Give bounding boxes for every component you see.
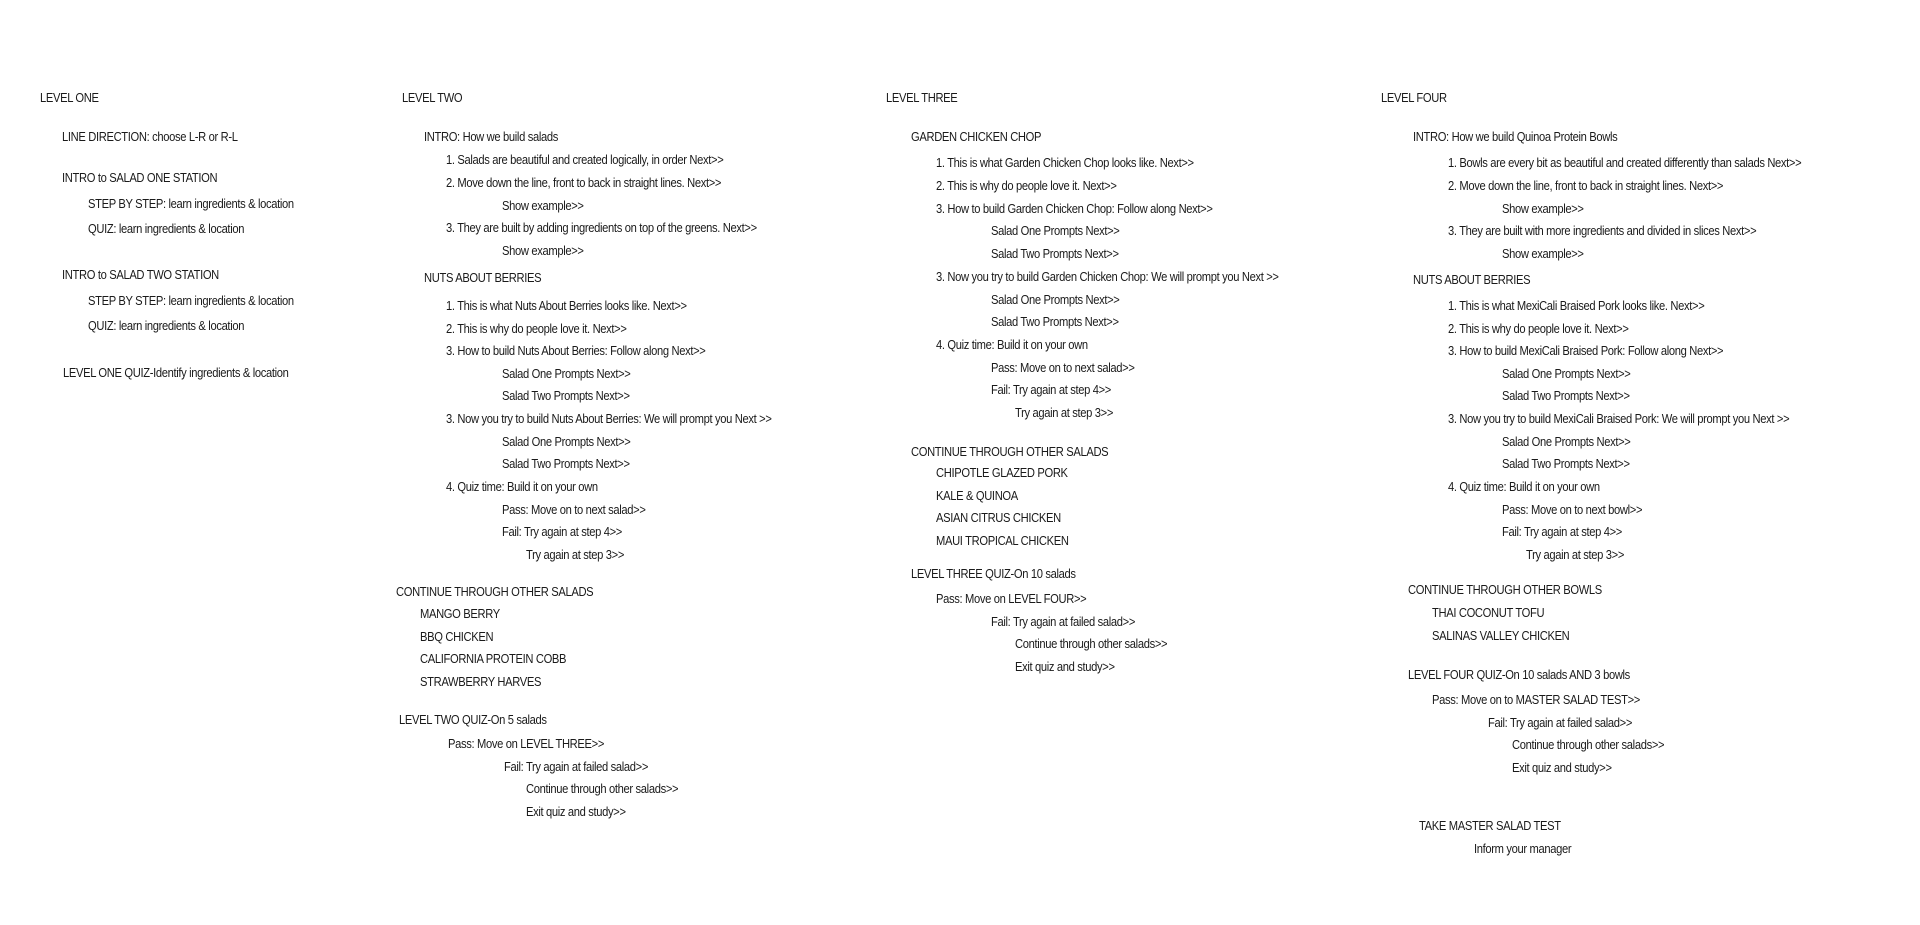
outline-line: 4. Quiz time: Build it on your own	[936, 337, 1088, 352]
outline-line: Salad Two Prompts Next>>	[502, 388, 630, 403]
outline-line: 4. Quiz time: Build it on your own	[1448, 479, 1600, 494]
outline-line: Show example>>	[502, 243, 584, 258]
outline-line: INTRO to SALAD TWO STATION	[62, 267, 219, 282]
outline-line: Inform your manager	[1474, 841, 1572, 856]
outline-line: LEVEL FOUR QUIZ-On 10 salads AND 3 bowls	[1408, 667, 1630, 682]
outline-line: Show example>>	[1502, 246, 1584, 261]
outline-line: LINE DIRECTION: choose L-R or R-L	[62, 129, 238, 144]
outline-line: Salad Two Prompts Next>>	[502, 456, 630, 471]
outline-line: 2. This is why do people love it. Next>>	[936, 178, 1117, 193]
outline-line: 4. Quiz time: Build it on your own	[446, 479, 598, 494]
outline-line: 1. This is what MexiCali Braised Pork looks like. Next>>	[1448, 298, 1705, 313]
outline-line: BBQ CHICKEN	[420, 629, 494, 644]
outline-line: CALIFORNIA PROTEIN COBB	[420, 651, 567, 666]
outline-line: Pass: Move on LEVEL FOUR>>	[936, 591, 1087, 606]
outline-line: STEP BY STEP: learn ingredients & location	[88, 293, 294, 308]
outline-line: 2. Move down the line, front to back in straight lines. Next>>	[1448, 178, 1724, 193]
outline-line: QUIZ: learn ingredients & location	[88, 221, 245, 236]
outline-line: Continue through other salads>>	[1015, 636, 1168, 651]
outline-line: 2. This is why do people love it. Next>>	[446, 321, 627, 336]
outline-line: INTRO: How we build Quinoa Protein Bowls	[1413, 129, 1618, 144]
outline-line: Fail: Try again at step 4>>	[991, 382, 1111, 397]
outline-line: Pass: Move on to MASTER SALAD TEST>>	[1432, 692, 1640, 707]
outline-line: Salad Two Prompts Next>>	[1502, 388, 1630, 403]
outline-line: THAI COCONUT TOFU	[1432, 605, 1545, 620]
outline-line: Try again at step 3>>	[526, 547, 625, 562]
outline-line: 1. Bowls are every bit as beautiful and created differently than salads Next>>	[1448, 155, 1802, 170]
level-title: LEVEL ONE	[40, 90, 99, 105]
outline-line: Pass: Move on to next bowl>>	[1502, 502, 1643, 517]
outline-line: Salad Two Prompts Next>>	[991, 314, 1119, 329]
outline-line: MANGO BERRY	[420, 606, 500, 621]
outline-line: Continue through other salads>>	[526, 781, 679, 796]
level-title: LEVEL TWO	[402, 90, 463, 105]
outline-line: Salad One Prompts Next>>	[502, 434, 631, 449]
outline-line: INTRO to SALAD ONE STATION	[62, 170, 218, 185]
outline-line: LEVEL THREE QUIZ-On 10 salads	[911, 566, 1076, 581]
outline-line: MAUI TROPICAL CHICKEN	[936, 533, 1069, 548]
outline-line: 1. This is what Garden Chicken Chop looks like. Next>>	[936, 155, 1194, 170]
outline-line: SALINAS VALLEY CHICKEN	[1432, 628, 1570, 643]
outline-line: Show example>>	[1502, 201, 1584, 216]
outline-line: Try again at step 3>>	[1526, 547, 1625, 562]
level-title: LEVEL FOUR	[1381, 90, 1447, 105]
outline-line: 2. Move down the line, front to back in straight lines. Next>>	[446, 175, 722, 190]
outline-line: CHIPOTLE GLAZED PORK	[936, 465, 1068, 480]
outline-line: ASIAN CITRUS CHICKEN	[936, 510, 1061, 525]
outline-line: 3. They are built by adding ingredients on top of the greens. Next>>	[446, 220, 757, 235]
outline-line: QUIZ: learn ingredients & location	[88, 318, 245, 333]
outline-line: 3. Now you try to build Garden Chicken Chop: We will prompt you Next >>	[936, 269, 1279, 284]
outline-line: GARDEN CHICKEN CHOP	[911, 129, 1042, 144]
outline-line: NUTS ABOUT BERRIES	[424, 270, 542, 285]
outline-line: KALE & QUINOA	[936, 488, 1018, 503]
outline-line: CONTINUE THROUGH OTHER SALADS	[396, 584, 594, 599]
outline-line: LEVEL ONE QUIZ-Identify ingredients & location	[63, 365, 289, 380]
outline-line: 3. Now you try to build Nuts About Berries: We will prompt you Next >>	[446, 411, 772, 426]
outline-line: Pass: Move on to next salad>>	[502, 502, 646, 517]
outline-line: Salad One Prompts Next>>	[991, 292, 1120, 307]
outline-line: 1. Salads are beautiful and created logically, in order Next>>	[446, 152, 724, 167]
outline-line: Pass: Move on to next salad>>	[991, 360, 1135, 375]
outline-line: Salad One Prompts Next>>	[1502, 434, 1631, 449]
outline-line: 2. This is why do people love it. Next>>	[1448, 321, 1629, 336]
outline-line: CONTINUE THROUGH OTHER BOWLS	[1408, 582, 1602, 597]
outline-line: Show example>>	[502, 198, 584, 213]
outline-line: STEP BY STEP: learn ingredients & location	[88, 196, 294, 211]
outline-line: Try again at step 3>>	[1015, 405, 1114, 420]
outline-line: 3. Now you try to build MexiCali Braised Pork: We will prompt you Next >>	[1448, 411, 1790, 426]
outline-line: TAKE MASTER SALAD TEST	[1419, 818, 1561, 833]
outline-line: Exit quiz and study>>	[526, 804, 626, 819]
outline-line: Fail: Try again at failed salad>>	[1488, 715, 1633, 730]
outline-line: Exit quiz and study>>	[1512, 760, 1612, 775]
outline-line: NUTS ABOUT BERRIES	[1413, 272, 1531, 287]
outline-line: 3. They are built with more ingredients and divided in slices Next>>	[1448, 223, 1757, 238]
outline-line: Salad One Prompts Next>>	[1502, 366, 1631, 381]
level-title: LEVEL THREE	[886, 90, 958, 105]
outline-line: Salad Two Prompts Next>>	[991, 246, 1119, 261]
outline-line: Continue through other salads>>	[1512, 737, 1665, 752]
outline-line: Fail: Try again at step 4>>	[1502, 524, 1622, 539]
outline-line: Fail: Try again at failed salad>>	[504, 759, 649, 774]
outline-line: 3. How to build Garden Chicken Chop: Follow along Next>>	[936, 201, 1213, 216]
outline-line: INTRO: How we build salads	[424, 129, 558, 144]
outline-line: CONTINUE THROUGH OTHER SALADS	[911, 444, 1109, 459]
outline-line: 3. How to build MexiCali Braised Pork: Follow along Next>>	[1448, 343, 1724, 358]
outline-line: Salad Two Prompts Next>>	[1502, 456, 1630, 471]
outline-line: Pass: Move on LEVEL THREE>>	[448, 736, 605, 751]
outline-line: STRAWBERRY HARVES	[420, 674, 542, 689]
outline-line: Salad One Prompts Next>>	[502, 366, 631, 381]
outline-line: LEVEL TWO QUIZ-On 5 salads	[399, 712, 547, 727]
outline-line: Salad One Prompts Next>>	[991, 223, 1120, 238]
outline-line: Fail: Try again at failed salad>>	[991, 614, 1136, 629]
outline-line: 3. How to build Nuts About Berries: Follow along Next>>	[446, 343, 706, 358]
outline-line: Exit quiz and study>>	[1015, 659, 1115, 674]
outline-line: Fail: Try again at step 4>>	[502, 524, 622, 539]
outline-line: 1. This is what Nuts About Berries looks like. Next>>	[446, 298, 687, 313]
